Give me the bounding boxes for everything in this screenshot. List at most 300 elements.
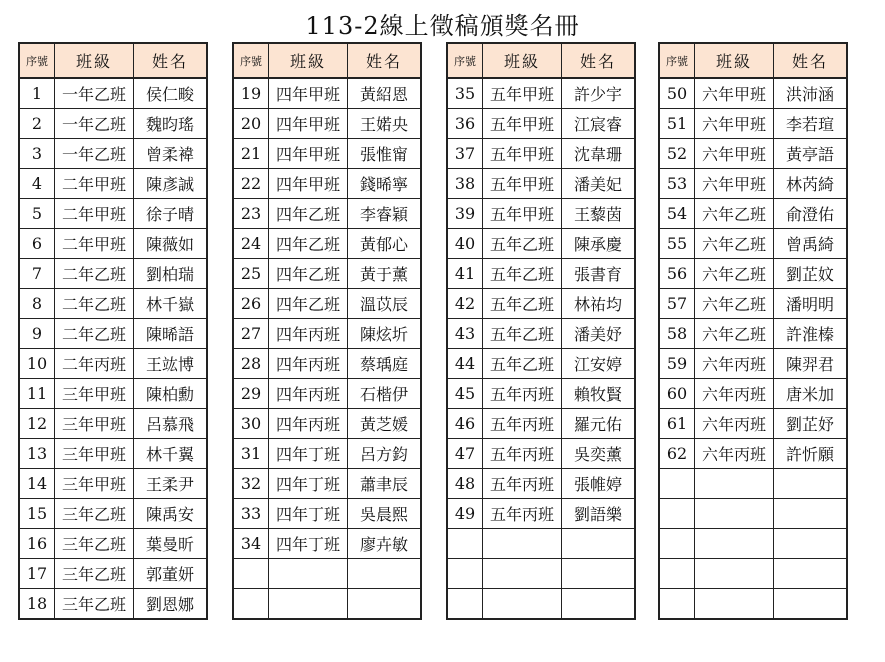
cell-no	[659, 529, 695, 559]
table-row	[233, 439, 421, 469]
cell-no: 33	[233, 499, 269, 529]
cell-class	[695, 529, 774, 559]
cell-name: 沈韋珊	[562, 139, 636, 169]
cell-no: 34	[233, 529, 269, 559]
cell-no	[233, 589, 269, 620]
cell-name: 劉柏瑞	[134, 259, 208, 289]
cell-name: 許忻願	[774, 439, 848, 469]
cell-name: 唐米加	[774, 379, 848, 409]
cell-name: 林芮綺	[774, 169, 848, 199]
cell-name: 葉曼昕	[134, 529, 208, 559]
cell-no: 13	[19, 439, 55, 469]
cell-no: 41	[447, 259, 483, 289]
table-row	[447, 78, 635, 109]
table-row	[233, 78, 421, 109]
header-row	[659, 43, 847, 78]
cell-no: 37	[447, 139, 483, 169]
cell-name: 陳羿君	[774, 349, 848, 379]
table-row	[659, 379, 847, 409]
header-class: 班級	[269, 43, 348, 78]
table-row	[659, 349, 847, 379]
cell-name	[774, 589, 848, 620]
table-row	[659, 289, 847, 319]
cell-class: 五年乙班	[483, 289, 562, 319]
cell-no: 29	[233, 379, 269, 409]
cell-no	[233, 559, 269, 589]
cell-class	[483, 589, 562, 620]
header-no: 序號	[233, 43, 269, 78]
table-row	[659, 259, 847, 289]
cell-name: 許淮榛	[774, 319, 848, 349]
cell-no: 58	[659, 319, 695, 349]
header-no: 序號	[19, 43, 55, 78]
table-row	[447, 139, 635, 169]
table-row	[659, 78, 847, 109]
cell-name: 王竑博	[134, 349, 208, 379]
cell-class: 三年甲班	[55, 379, 134, 409]
cell-name: 魏昀瑤	[134, 109, 208, 139]
cell-class: 五年乙班	[483, 349, 562, 379]
table-row	[659, 319, 847, 349]
cell-class: 四年丙班	[269, 319, 348, 349]
cell-class: 四年乙班	[269, 259, 348, 289]
table-row	[19, 319, 207, 349]
cell-no: 45	[447, 379, 483, 409]
cell-no	[447, 589, 483, 620]
table-row	[447, 379, 635, 409]
cell-class: 三年乙班	[55, 499, 134, 529]
header-class: 班級	[55, 43, 134, 78]
cell-name: 黃紹恩	[348, 78, 422, 109]
cell-name: 徐子晴	[134, 199, 208, 229]
cell-class: 一年乙班	[55, 109, 134, 139]
cell-no: 6	[19, 229, 55, 259]
table-row	[233, 139, 421, 169]
cell-class: 六年甲班	[695, 109, 774, 139]
table-row	[19, 529, 207, 559]
cell-class: 五年丙班	[483, 499, 562, 529]
cell-name: 吳奕薰	[562, 439, 636, 469]
table-row	[233, 499, 421, 529]
cell-name: 曾禹綺	[774, 229, 848, 259]
header-no: 序號	[447, 43, 483, 78]
cell-class: 四年乙班	[269, 289, 348, 319]
cell-class: 五年丙班	[483, 439, 562, 469]
cell-name: 錢晞寧	[348, 169, 422, 199]
cell-class: 六年甲班	[695, 78, 774, 109]
table-row	[19, 289, 207, 319]
table-row	[233, 529, 421, 559]
cell-no: 35	[447, 78, 483, 109]
cell-no: 39	[447, 199, 483, 229]
cell-class: 六年甲班	[695, 169, 774, 199]
cell-no: 2	[19, 109, 55, 139]
cell-class: 六年丙班	[695, 349, 774, 379]
table-row	[447, 409, 635, 439]
cell-no: 8	[19, 289, 55, 319]
cell-class: 二年甲班	[55, 199, 134, 229]
cell-class: 三年甲班	[55, 439, 134, 469]
cell-name: 陳晞語	[134, 319, 208, 349]
cell-name: 溫苡辰	[348, 289, 422, 319]
cell-class	[695, 499, 774, 529]
cell-name: 吳晨熙	[348, 499, 422, 529]
cell-class: 三年甲班	[55, 409, 134, 439]
cell-class	[269, 559, 348, 589]
cell-class: 二年乙班	[55, 289, 134, 319]
cell-name: 黃郁心	[348, 229, 422, 259]
table-row	[19, 229, 207, 259]
cell-name: 黃芝媛	[348, 409, 422, 439]
cell-class: 四年甲班	[269, 78, 348, 109]
cell-name: 蕭聿辰	[348, 469, 422, 499]
cell-no: 25	[233, 259, 269, 289]
table-row	[19, 199, 207, 229]
table-row	[19, 439, 207, 469]
cell-class: 五年乙班	[483, 319, 562, 349]
table-row	[447, 469, 635, 499]
cell-class: 五年丙班	[483, 379, 562, 409]
table-row	[659, 589, 847, 620]
cell-class: 三年乙班	[55, 589, 134, 620]
cell-no	[659, 499, 695, 529]
cell-name: 陳薇如	[134, 229, 208, 259]
cell-class: 二年甲班	[55, 229, 134, 259]
table-row	[447, 499, 635, 529]
cell-no: 19	[233, 78, 269, 109]
table-row	[233, 259, 421, 289]
cell-class: 四年丁班	[269, 499, 348, 529]
cell-name: 陳柏勳	[134, 379, 208, 409]
cell-no: 31	[233, 439, 269, 469]
table-row	[19, 139, 207, 169]
cell-name: 潘美妃	[562, 169, 636, 199]
table-row	[233, 349, 421, 379]
roster-table-1	[18, 42, 208, 620]
cell-name: 郭董妍	[134, 559, 208, 589]
cell-class: 四年丁班	[269, 529, 348, 559]
table-row	[447, 199, 635, 229]
cell-class: 四年甲班	[269, 169, 348, 199]
table-row	[659, 559, 847, 589]
cell-class: 二年丙班	[55, 349, 134, 379]
table-row	[19, 259, 207, 289]
roster-table-2	[232, 42, 422, 620]
cell-name: 許少宇	[562, 78, 636, 109]
cell-name: 黃于薰	[348, 259, 422, 289]
cell-class: 六年丙班	[695, 439, 774, 469]
page-title: 113-2線上徵稿頒獎名冊	[305, 12, 580, 40]
cell-name: 李若瑄	[774, 109, 848, 139]
cell-no: 40	[447, 229, 483, 259]
cell-no: 51	[659, 109, 695, 139]
cell-class	[695, 589, 774, 620]
cell-no: 54	[659, 199, 695, 229]
cell-no: 20	[233, 109, 269, 139]
cell-no	[659, 469, 695, 499]
cell-name: 潘美妤	[562, 319, 636, 349]
table-row	[447, 559, 635, 589]
cell-name: 劉恩娜	[134, 589, 208, 620]
cell-class: 三年甲班	[55, 469, 134, 499]
cell-name: 潘明明	[774, 289, 848, 319]
cell-name: 陳彥誠	[134, 169, 208, 199]
cell-no: 24	[233, 229, 269, 259]
cell-name: 廖卉敏	[348, 529, 422, 559]
cell-name: 蔡瑀庭	[348, 349, 422, 379]
cell-no: 3	[19, 139, 55, 169]
cell-class: 六年乙班	[695, 259, 774, 289]
cell-name: 張書育	[562, 259, 636, 289]
cell-no: 56	[659, 259, 695, 289]
cell-no: 1	[19, 78, 55, 109]
header-row	[19, 43, 207, 78]
cell-no: 44	[447, 349, 483, 379]
cell-no: 53	[659, 169, 695, 199]
cell-name: 王婼央	[348, 109, 422, 139]
cell-class: 四年丙班	[269, 409, 348, 439]
cell-no: 4	[19, 169, 55, 199]
table-row	[447, 109, 635, 139]
cell-name: 石楷伊	[348, 379, 422, 409]
cell-class: 二年乙班	[55, 259, 134, 289]
cell-class: 六年丙班	[695, 379, 774, 409]
header-no: 序號	[659, 43, 695, 78]
cell-no: 5	[19, 199, 55, 229]
table-row	[659, 439, 847, 469]
table-row	[659, 229, 847, 259]
table-row	[19, 109, 207, 139]
cell-no: 11	[19, 379, 55, 409]
cell-name: 王藜茵	[562, 199, 636, 229]
cell-name	[348, 589, 422, 620]
cell-class: 六年丙班	[695, 409, 774, 439]
cell-class: 六年乙班	[695, 229, 774, 259]
cell-class: 三年乙班	[55, 559, 134, 589]
cell-no: 55	[659, 229, 695, 259]
table-row	[233, 319, 421, 349]
cell-no: 23	[233, 199, 269, 229]
cell-class: 四年乙班	[269, 199, 348, 229]
table-row	[447, 589, 635, 620]
cell-no	[659, 559, 695, 589]
cell-class: 四年丁班	[269, 469, 348, 499]
cell-no: 16	[19, 529, 55, 559]
table-row	[233, 169, 421, 199]
table-row	[19, 499, 207, 529]
cell-class: 六年乙班	[695, 319, 774, 349]
cell-no: 30	[233, 409, 269, 439]
table-row	[447, 349, 635, 379]
cell-class	[269, 589, 348, 620]
roster-table-4	[658, 42, 848, 620]
cell-name: 俞澄佑	[774, 199, 848, 229]
table-row	[233, 229, 421, 259]
cell-name: 呂方鈞	[348, 439, 422, 469]
cell-class: 四年乙班	[269, 229, 348, 259]
cell-name: 張惟甯	[348, 139, 422, 169]
header-name: 姓名	[774, 43, 848, 78]
cell-no: 61	[659, 409, 695, 439]
cell-no	[659, 589, 695, 620]
cell-name: 羅元佑	[562, 409, 636, 439]
table-row	[233, 379, 421, 409]
cell-class: 二年甲班	[55, 169, 134, 199]
table-row	[447, 289, 635, 319]
cell-no: 21	[233, 139, 269, 169]
cell-no: 38	[447, 169, 483, 199]
cell-class: 五年丙班	[483, 409, 562, 439]
cell-no: 52	[659, 139, 695, 169]
cell-class	[483, 559, 562, 589]
cell-no: 32	[233, 469, 269, 499]
table-row	[233, 109, 421, 139]
cell-name: 呂慕飛	[134, 409, 208, 439]
table-row	[659, 199, 847, 229]
cell-name: 賴牧賢	[562, 379, 636, 409]
cell-name: 江宸睿	[562, 109, 636, 139]
table-row	[447, 229, 635, 259]
cell-class	[695, 559, 774, 589]
cell-name	[774, 529, 848, 559]
cell-class: 二年乙班	[55, 319, 134, 349]
cell-no: 7	[19, 259, 55, 289]
cell-no: 50	[659, 78, 695, 109]
cell-class	[695, 469, 774, 499]
cell-no: 22	[233, 169, 269, 199]
cell-name: 侯仁畯	[134, 78, 208, 109]
cell-no: 60	[659, 379, 695, 409]
cell-name: 陳承慶	[562, 229, 636, 259]
cell-class: 六年乙班	[695, 199, 774, 229]
cell-name	[562, 589, 636, 620]
cell-no: 48	[447, 469, 483, 499]
cell-no	[447, 559, 483, 589]
table-row	[659, 499, 847, 529]
table-row	[659, 529, 847, 559]
table-row	[19, 409, 207, 439]
cell-class: 五年甲班	[483, 78, 562, 109]
cell-class: 四年丙班	[269, 379, 348, 409]
table-row	[19, 349, 207, 379]
cell-name: 陳禹安	[134, 499, 208, 529]
cell-name	[774, 499, 848, 529]
cell-name: 李睿穎	[348, 199, 422, 229]
table-row	[659, 169, 847, 199]
table-row	[233, 589, 421, 620]
cell-class: 五年甲班	[483, 109, 562, 139]
cell-no: 14	[19, 469, 55, 499]
cell-class: 五年乙班	[483, 259, 562, 289]
table-row	[447, 529, 635, 559]
cell-name: 林千嶽	[134, 289, 208, 319]
cell-no: 62	[659, 439, 695, 469]
cell-name	[562, 559, 636, 589]
cell-no: 9	[19, 319, 55, 349]
cell-no: 59	[659, 349, 695, 379]
cell-class: 四年丁班	[269, 439, 348, 469]
header-name: 姓名	[348, 43, 422, 78]
table-row	[233, 409, 421, 439]
cell-no: 15	[19, 499, 55, 529]
table-row	[233, 559, 421, 589]
table-row	[19, 78, 207, 109]
cell-class: 六年乙班	[695, 289, 774, 319]
table-row	[659, 139, 847, 169]
cell-name: 林祐均	[562, 289, 636, 319]
cell-class: 四年甲班	[269, 139, 348, 169]
cell-no: 43	[447, 319, 483, 349]
header-class: 班級	[695, 43, 774, 78]
cell-no: 26	[233, 289, 269, 319]
cell-name: 張帷婷	[562, 469, 636, 499]
cell-class: 五年丙班	[483, 469, 562, 499]
cell-no: 27	[233, 319, 269, 349]
cell-name: 王柔尹	[134, 469, 208, 499]
table-row	[447, 259, 635, 289]
header-class: 班級	[483, 43, 562, 78]
cell-name	[348, 559, 422, 589]
table-row	[447, 319, 635, 349]
cell-name: 陳炫圻	[348, 319, 422, 349]
cell-name	[562, 529, 636, 559]
cell-class: 五年甲班	[483, 169, 562, 199]
cell-name: 江安婷	[562, 349, 636, 379]
cell-name: 劉芷妏	[774, 259, 848, 289]
table-row	[19, 469, 207, 499]
cell-no: 57	[659, 289, 695, 319]
header-row	[447, 43, 635, 78]
table-row	[659, 409, 847, 439]
cell-class: 五年甲班	[483, 199, 562, 229]
header-name: 姓名	[134, 43, 208, 78]
cell-name: 洪沛涵	[774, 78, 848, 109]
cell-class: 四年丙班	[269, 349, 348, 379]
cell-no: 10	[19, 349, 55, 379]
cell-class: 六年甲班	[695, 139, 774, 169]
cell-name: 黃亭語	[774, 139, 848, 169]
table-row	[659, 469, 847, 499]
cell-class: 一年乙班	[55, 78, 134, 109]
cell-class: 三年乙班	[55, 529, 134, 559]
cell-name	[774, 559, 848, 589]
roster-table-3	[446, 42, 636, 620]
table-row	[447, 169, 635, 199]
cell-no: 28	[233, 349, 269, 379]
cell-name	[774, 469, 848, 499]
cell-name: 曾柔褘	[134, 139, 208, 169]
cell-class: 一年乙班	[55, 139, 134, 169]
cell-class: 五年乙班	[483, 229, 562, 259]
cell-no: 46	[447, 409, 483, 439]
cell-no	[447, 529, 483, 559]
cell-name: 劉語樂	[562, 499, 636, 529]
cell-no: 47	[447, 439, 483, 469]
cell-no: 42	[447, 289, 483, 319]
cell-no: 36	[447, 109, 483, 139]
cell-class: 五年甲班	[483, 139, 562, 169]
table-row	[233, 469, 421, 499]
cell-no: 17	[19, 559, 55, 589]
cell-class	[483, 529, 562, 559]
cell-no: 49	[447, 499, 483, 529]
table-row	[19, 559, 207, 589]
cell-class: 四年甲班	[269, 109, 348, 139]
cell-no: 18	[19, 589, 55, 620]
table-row	[447, 439, 635, 469]
table-row	[19, 589, 207, 620]
header-row	[233, 43, 421, 78]
